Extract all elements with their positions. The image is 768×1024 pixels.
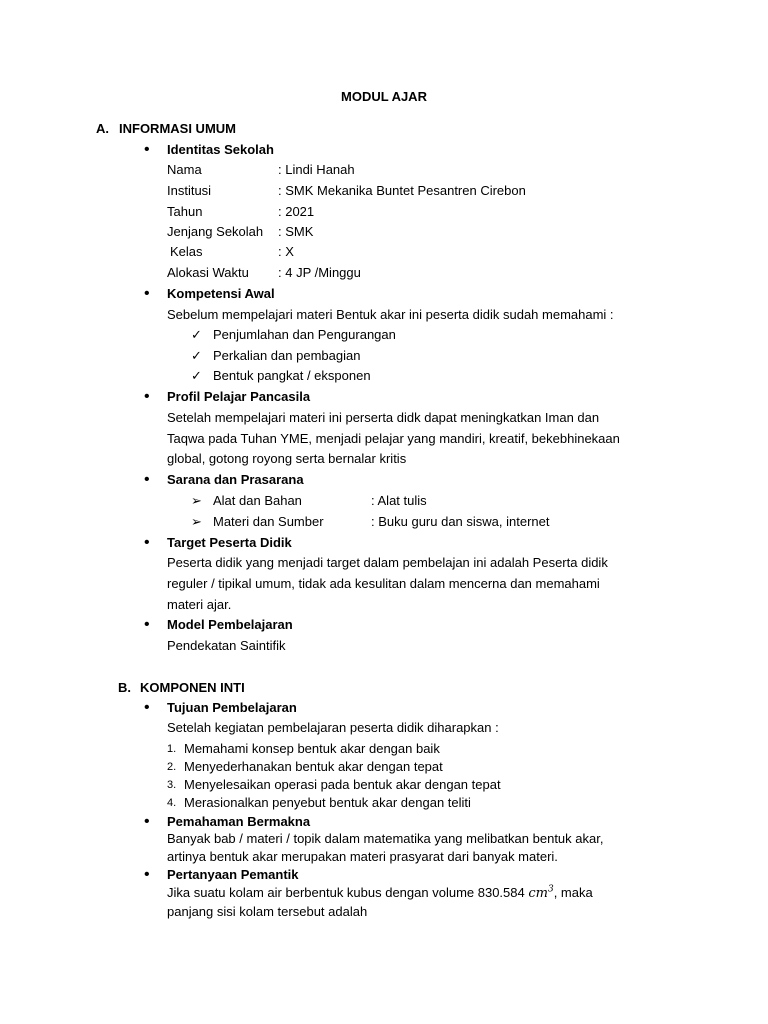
identitas-label: Kelas bbox=[170, 244, 203, 259]
list-number: 3. bbox=[167, 779, 177, 791]
target-text-line: reguler / tipikal umum, tidak ada kesulitan dalam mencerna dan memahami bbox=[167, 576, 600, 591]
bullet-icon: • bbox=[144, 388, 150, 405]
bullet-icon: • bbox=[144, 616, 150, 633]
pertanyaan-text-line: panjang sisi kolam tersebut adalah bbox=[167, 904, 368, 919]
sarana-label: Materi dan Sumber bbox=[213, 514, 324, 529]
pemahaman-heading: Pemahaman Bermakna bbox=[167, 814, 311, 829]
identitas-value: : Lindi Hanah bbox=[278, 162, 355, 177]
identitas-value: : SMK bbox=[278, 224, 314, 239]
pertanyaan-text-line bbox=[167, 884, 593, 903]
identitas-label: Alokasi Waktu bbox=[167, 265, 249, 280]
sarana-label: Alat dan Bahan bbox=[213, 493, 302, 508]
bullet-icon: • bbox=[144, 534, 150, 551]
volume-unit: cm bbox=[528, 886, 548, 901]
list-number: 1. bbox=[167, 743, 177, 755]
checkmark-icon: ✓ bbox=[191, 348, 202, 363]
kompetensi-intro: Sebelum mempelajari materi Bentuk akar ini peserta didik sudah memahami : bbox=[167, 307, 614, 322]
pertanyaan-text-pre: Jika suatu kolam air berbentuk kubus dengan volume 830.584 bbox=[167, 885, 529, 900]
profil-text-line: Setelah mempelajari materi ini perserta didk dapat meningkatkan Iman dan bbox=[167, 410, 600, 425]
kompetensi-item: Penjumlahan dan Pengurangan bbox=[213, 327, 396, 342]
identitas-value: : SMK Mekanika Buntet Pesantren Cirebon bbox=[278, 183, 526, 198]
identitas-label: Jenjang Sekolah bbox=[167, 224, 264, 239]
model-heading: Model Pembelajaran bbox=[167, 617, 293, 632]
section-a-marker: A. bbox=[96, 121, 109, 136]
tujuan-item: Merasionalkan penyebut bentuk akar dengan teliti bbox=[184, 795, 471, 810]
identitas-heading: Identitas Sekolah bbox=[167, 142, 274, 157]
target-text-line: Peserta didik yang menjadi target dalam pembelajan ini adalah Peserta didik bbox=[167, 555, 608, 570]
pertanyaan-text-post: , maka bbox=[553, 885, 593, 900]
bullet-icon: • bbox=[144, 813, 150, 830]
sarana-heading: Sarana dan Prasarana bbox=[167, 472, 304, 487]
kompetensi-item: Perkalian dan pembagian bbox=[213, 348, 361, 363]
arrow-bullet-icon: ➢ bbox=[191, 493, 202, 508]
section-b-marker: B. bbox=[118, 680, 131, 695]
identitas-label: Tahun bbox=[167, 204, 203, 219]
section-b-heading: KOMPONEN INTI bbox=[140, 680, 245, 695]
kompetensi-item: Bentuk pangkat / eksponen bbox=[213, 368, 371, 383]
tujuan-item: Memahami konsep bentuk akar dengan baik bbox=[184, 741, 440, 756]
tujuan-item: Menyelesaikan operasi pada bentuk akar dengan tepat bbox=[184, 777, 501, 792]
profil-heading: Profil Pelajar Pancasila bbox=[167, 389, 311, 404]
identitas-value: : 2021 bbox=[278, 204, 315, 219]
arrow-bullet-icon: ➢ bbox=[191, 514, 202, 529]
bullet-icon: • bbox=[144, 471, 150, 488]
pemahaman-text-line: Banyak bab / materi / topik dalam matematika yang melibatkan bentuk akar, bbox=[167, 831, 604, 846]
identitas-value: : X bbox=[278, 244, 294, 259]
pertanyaan-heading: Pertanyaan Pemantik bbox=[167, 867, 299, 882]
checkmark-icon: ✓ bbox=[191, 327, 202, 342]
identitas-value: : 4 JP /Minggu bbox=[278, 265, 361, 280]
identitas-label: Nama bbox=[167, 162, 202, 177]
sarana-value: : Buku guru dan siswa, internet bbox=[371, 514, 550, 529]
list-number: 4. bbox=[167, 797, 177, 809]
document-title: MODUL AJAR bbox=[341, 89, 427, 104]
tujuan-item: Menyederhanakan bentuk akar dengan tepat bbox=[184, 759, 443, 774]
tujuan-heading: Tujuan Pembelajaran bbox=[167, 700, 297, 715]
bullet-icon: • bbox=[144, 141, 150, 158]
target-heading: Target Peserta Didik bbox=[167, 535, 292, 550]
bullet-icon: • bbox=[144, 699, 150, 716]
bullet-icon: • bbox=[144, 285, 150, 302]
model-text: Pendekatan Saintifik bbox=[167, 638, 286, 653]
volume-exponent: 3 bbox=[547, 884, 554, 895]
identitas-label: Institusi bbox=[167, 183, 212, 198]
target-text-line: materi ajar. bbox=[167, 597, 232, 612]
section-a-heading: INFORMASI UMUM bbox=[119, 121, 236, 136]
kompetensi-heading: Kompetensi Awal bbox=[167, 286, 275, 301]
checkmark-icon: ✓ bbox=[191, 368, 202, 383]
sarana-value: : Alat tulis bbox=[371, 493, 427, 508]
bullet-icon: • bbox=[144, 866, 150, 883]
pemahaman-text-line: artinya bentuk akar merupakan materi prasyarat dari banyak materi. bbox=[167, 849, 558, 864]
tujuan-intro: Setelah kegiatan pembelajaran peserta didik diharapkan : bbox=[167, 720, 499, 735]
profil-text-line: Taqwa pada Tuhan YME, menjadi pelajar yang mandiri, kreatif, bekebhinekaan bbox=[167, 431, 620, 446]
list-number: 2. bbox=[167, 761, 177, 773]
profil-text-line: global, gotong royong serta bernalar kritis bbox=[167, 451, 407, 466]
